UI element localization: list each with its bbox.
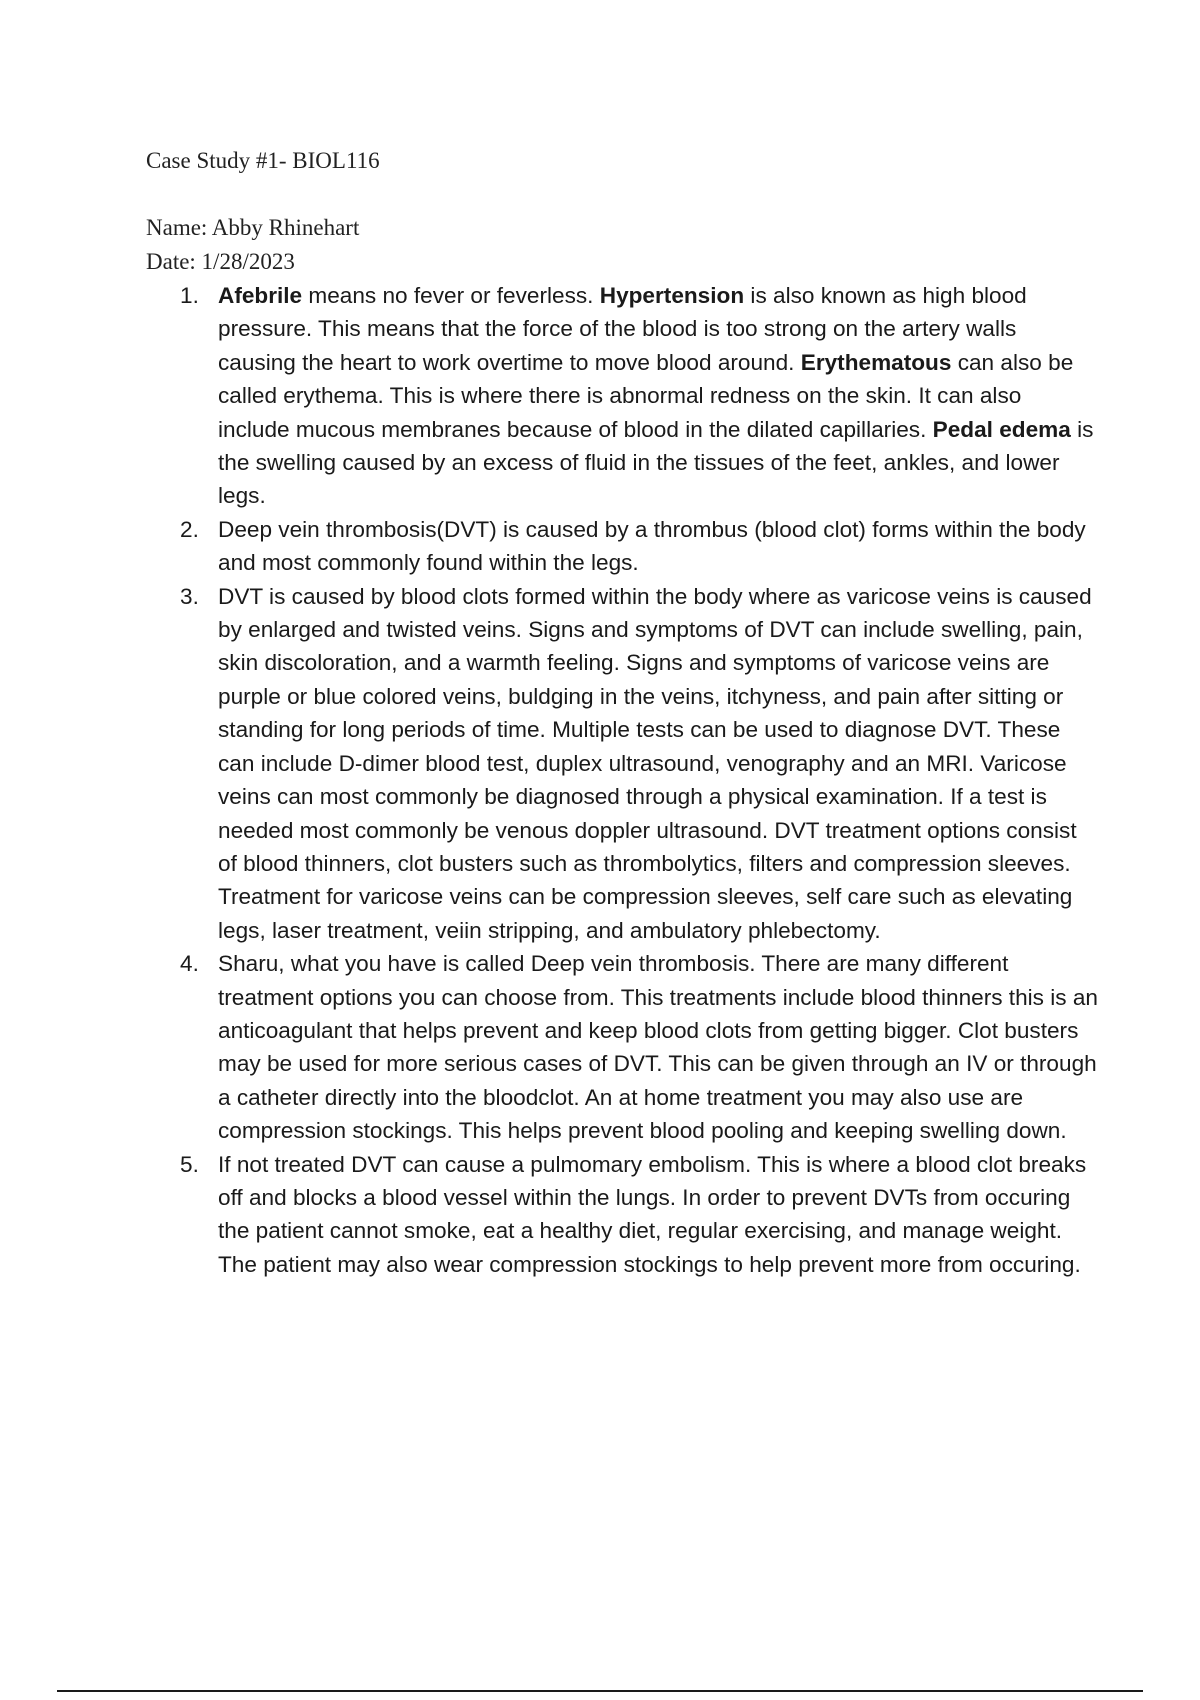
answer-text: If not treated DVT can cause a pulmomary embolism. This is where a blood clot breaks off and blocks a blood vessel within the lungs. In order to prevent DVTs from occuring the patient cannot smoke, eat a healthy diet, regular exercising, and manage weight. The patient may also wear compression stockings to help prevent more from occuring. — [218, 1151, 1087, 1277]
answer-text: means no fever or feverless. — [302, 283, 600, 308]
answer-text: is also known as high blood pressure. This means that the force of the blood is too strong on the artery walls causing the heart to work overtime to move blood around. — [218, 283, 1027, 375]
answer-text: is the swelling caused by an excess of fluid in the tissues of the feet, ankles, and lower legs. — [218, 416, 1094, 509]
answer-text: Deep vein thrombosis(DVT) is caused by a thrombus (blood clot) forms within the body and most commonly found within the legs. — [218, 516, 1086, 576]
term-hypertension: Hypertension — [599, 283, 745, 308]
document-date: Date: 1/28/2023 — [146, 249, 295, 274]
answer-number: 5. — [180, 1151, 199, 1177]
answer-text: can also be called erythema. This is where there is abnormal redness on the skin. It can also include mucous membranes because of blood in the dilated capillaries. — [218, 349, 1074, 442]
answer-number: 4. — [180, 951, 199, 977]
student-name: Name: Abby Rhinehart — [146, 215, 360, 240]
answer-text: Sharu, what you have is called Deep vein thrombosis. There are many different treatment options you can choose from. This treatments include blood thinners this is an anticoagulant that helps prevent and keep blood clots from getting bigger. Clot busters may be used for more serious cases of DVT. This can be given through an IV or through a catheter directly into the bloodclot. An at home treatment you may also use are compression stockings. This helps prevent blood pooling and keeping swelling down. — [218, 951, 1098, 1144]
answer-number: 3. — [180, 583, 199, 609]
answer-item-3 — [0, 580, 1098, 947]
answer-number: 1. — [180, 283, 199, 308]
answer-number: 2. — [180, 516, 199, 542]
answer-text: DVT is caused by blood clots formed within the body where as varicose veins is caused by enlarged and twisted veins. Signs and symptoms of DVT can include swelling, pain, skin discoloration, and a warmth feeling. Signs and symptoms of varicose veins are purple or blue colored veins, buldging in the veins, itchyness, and pain after sitting or standing for long periods of time. Multiple tests can be used to diagnose DVT. These can include D-dimer blood test, duplex ultrasound, venography and an MRI. Varicose veins can most commonly be diagnosed through a physical examination. If a test is needed most commonly be venous doppler ultrasound. DVT treatment options consist of blood thinners, clot busters such as thrombolytics, filters and compression sleeves. Treatment for varicose veins can be compression sleeves, self care such as elevating legs, laser treatment, veiin stripping, and ambulatory phlebectomy. — [218, 583, 1092, 943]
term-pedal-edema: Pedal edema — [932, 416, 1071, 442]
answer-item-1 — [0, 279, 1098, 513]
answer-item-4 — [0, 947, 1098, 1147]
answer-item-2 — [0, 513, 1098, 580]
term-afebrile: Afebrile — [218, 283, 303, 308]
answer-list — [0, 279, 1200, 1281]
term-erythematous: Erythematous — [800, 349, 952, 375]
document-title: Case Study #1- BIOL116 — [146, 148, 380, 173]
footer-divider — [57, 1690, 1143, 1692]
answer-item-5 — [0, 1148, 1098, 1282]
